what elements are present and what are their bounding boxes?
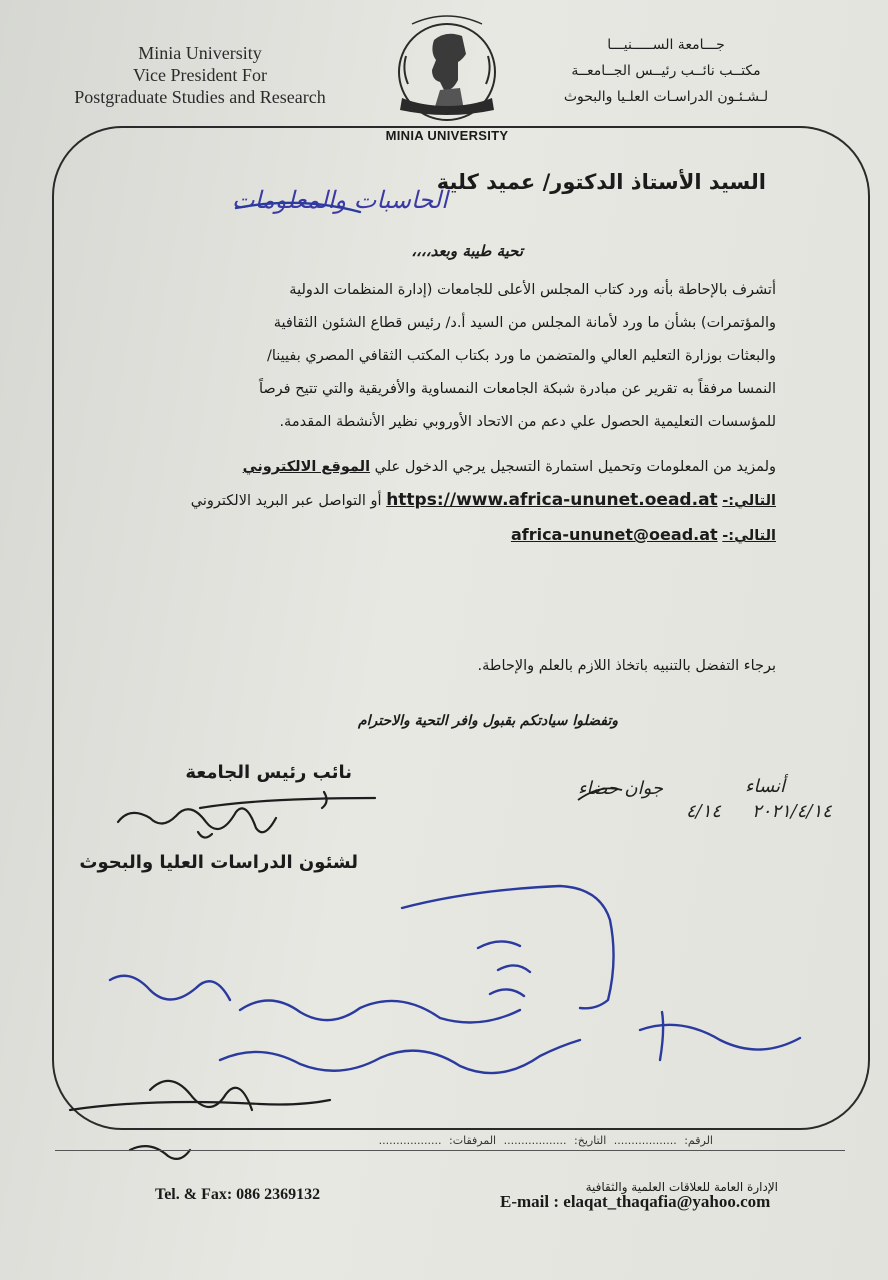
body-line: أتشرف بالإحاطة بأنه ورد كتاب المجلس الأعلى للجامعات (إدارة المنظمات الدولية xyxy=(289,282,776,298)
blue-ink-annotations xyxy=(110,203,800,1073)
email-link[interactable]: africa-ununet@oead.at xyxy=(510,525,718,544)
body-line: والبعثات بوزارة التعليم العالي والمتضمن ما ورد بكتاب المكتب الثقافي المصري بفيينا/ xyxy=(266,348,776,364)
office-subtitle-ar: لـشـئـون الدراسـات العلـيا والبحوث xyxy=(563,89,769,105)
handwritten-received-date: ٢٠٢١/٤/١٤ xyxy=(752,801,832,822)
body-line: للمؤسسات التعليمية الحصول علي دعم من الاتحاد الأوروبي نظير الأنشطة المقدمة. xyxy=(279,414,776,430)
email-intro: أو التواصل عبر البريد الالكتروني xyxy=(190,493,382,509)
department-name: الإدارة العامة للعلاقات العلمية والثقافية xyxy=(585,1180,778,1194)
university-name-ar: جـــامعة الســـــنيـــا xyxy=(607,37,725,53)
footer-divider xyxy=(55,1150,845,1151)
logo-caption: MINIA UNIVERSITY xyxy=(385,128,509,143)
handwritten-note-date: ٤/١٤ xyxy=(686,801,722,822)
handwritten-received: أنساء xyxy=(745,776,786,797)
info-text: ولمزيد من المعلومات وتحميل استمارة التسجيل يرجي الدخول علي xyxy=(374,459,776,475)
website-prefix: التالي:- xyxy=(722,493,776,509)
date-underline xyxy=(578,788,622,800)
telephone-fax: Tel. & Fax: 086 2369132 xyxy=(155,1186,321,1203)
website-label: الموقع الالكتروني xyxy=(242,459,371,475)
closing-regards: وتفضلوا سيادتكم بقبول وافر التحية والاحترام xyxy=(357,713,618,729)
handwritten-note: جوان حضاء xyxy=(578,778,664,799)
office-title-ar: مكتــب نائــب رئيــس الجــامعــة xyxy=(571,63,761,79)
office-subtitle-en: Postgraduate Studies and Research xyxy=(74,87,326,107)
bottom-left-signature xyxy=(70,1081,330,1159)
body-line: والمؤتمرات) بشأن ما ورد لأمانة المجلس من السيد أ.د/ رئيس قطاع الشئون الثقافية xyxy=(273,315,776,331)
website-link[interactable]: https://www.africa-ununet.oead.at xyxy=(386,490,718,510)
signatory-title: نائب رئيس الجامعة xyxy=(185,762,352,783)
office-title-en: Vice President For xyxy=(133,65,267,85)
email-prefix: التالي:- xyxy=(722,528,776,544)
handwritten-addressee: الحاسبات والمعلومات xyxy=(232,186,448,214)
greeting: تحية طيبة وبعد،،،، xyxy=(411,242,523,260)
signature-mark xyxy=(118,792,375,838)
university-name-en: Minia University xyxy=(138,43,262,63)
contact-email: E-mail : elaqat_thaqafia@yahoo.com xyxy=(500,1192,771,1211)
form-fields-line: الرقم: .................. التاريخ: .................. المرفقات: .................. xyxy=(378,1134,713,1147)
closing-request: برجاء التفضل بالتنبيه باتخاذ اللازم بالعلم والإحاطة. xyxy=(477,658,776,674)
body-line: النمسا مرفقاً به تقرير عن مبادرة شبكة الجامعات النمساوية والأفريقية والتي تتيح فرصاً xyxy=(258,381,776,397)
salutation: السيد الأستاذ الدكتور/ عميد كلية xyxy=(436,170,766,194)
signatory-office: لشئون الدراسات العليا والبحوث xyxy=(79,852,358,873)
